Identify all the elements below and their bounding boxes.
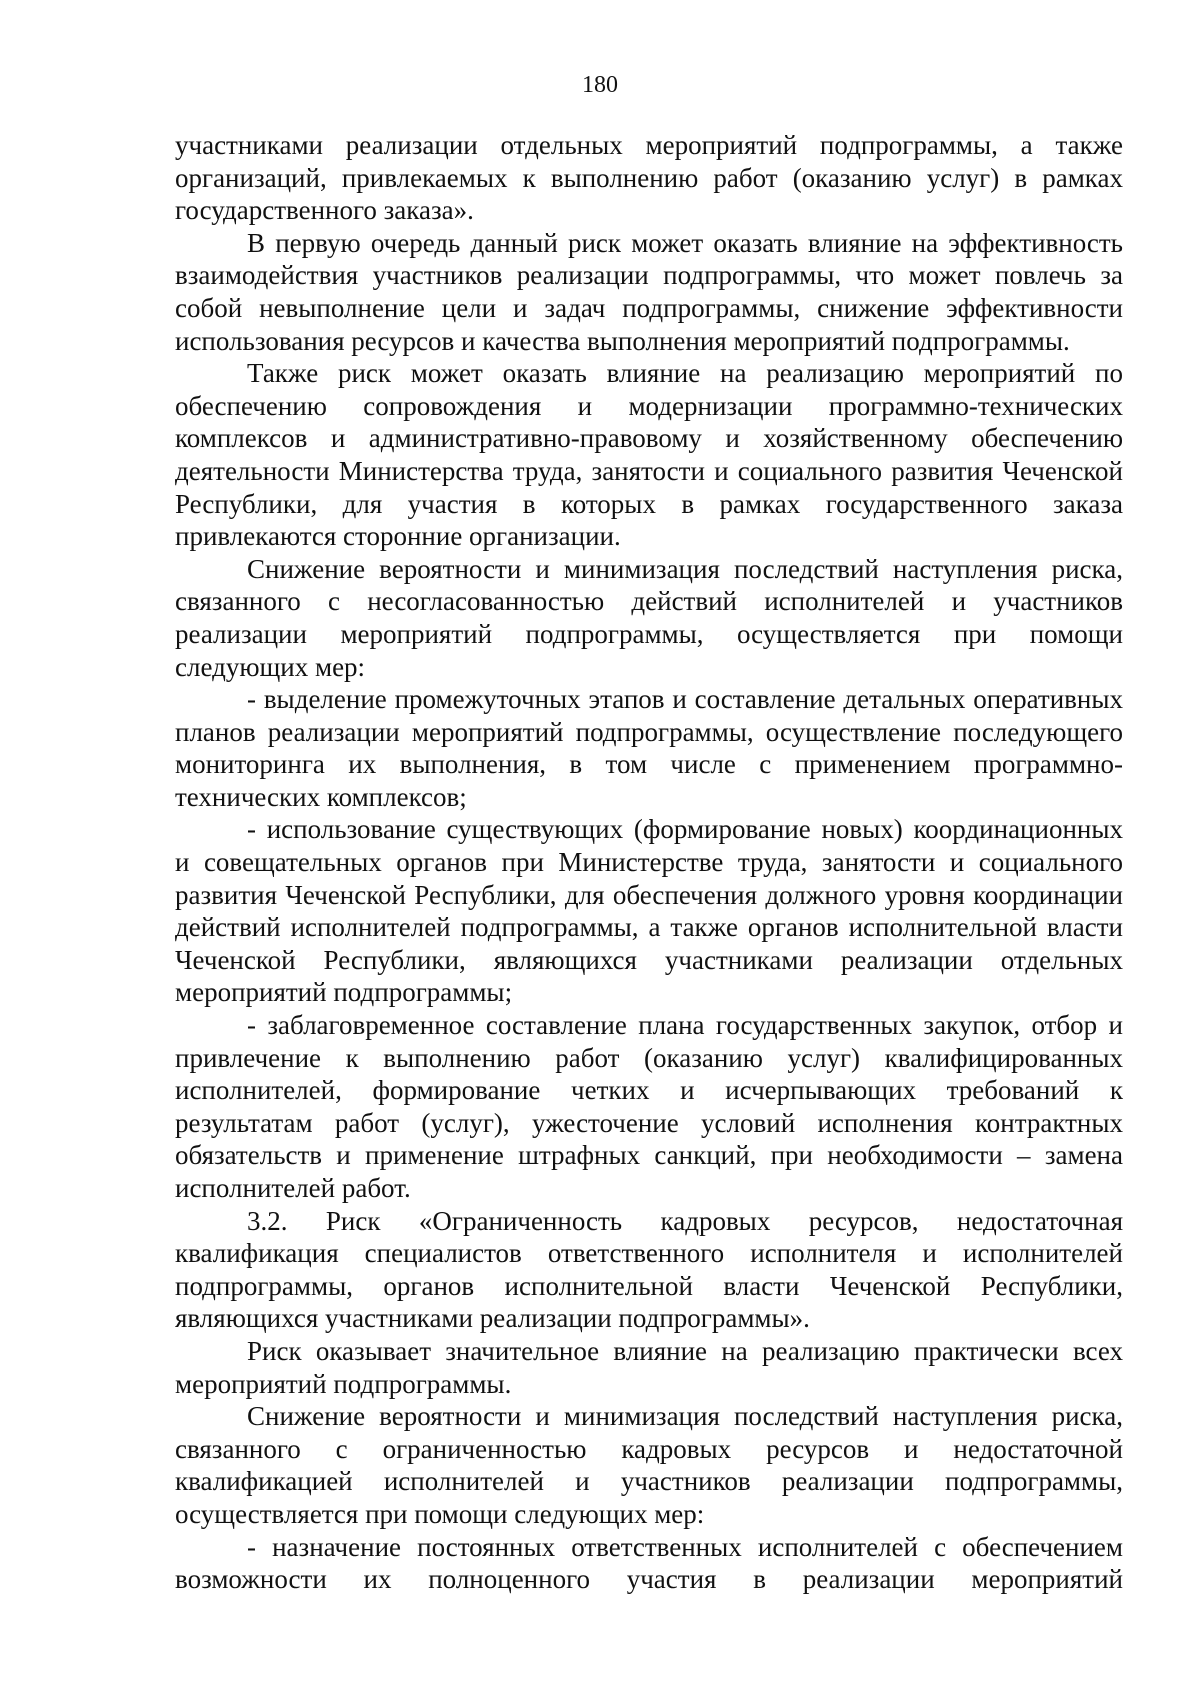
paragraph-risk-3-2-mitigation-intro: Снижение вероятности и минимизация последствий наступления риска, связанного с ограниченностью кадровых ресурсов и недостаточной квалификацией исполнителей и участников реализации подпрограммы, осуществляется при помощи следующих мер: [175,1401,1123,1529]
list-item-coordination-bodies: - использование существующих (формирование новых) координационных и совещательных органов при Министерстве труда, занятости и социального развития Чеченской Республики, для обеспечения должного уровня координации действий исполнителей подпрограммы, а также органов исполнительной власти Чеченской Республики, являющихся участниками реализации отдельных мероприятий подпрограммы; [175,814,1123,1008]
list-item-procurement-plan: - заблаговременное составление плана государственных закупок, отбор и привлечение к выполнению работ (оказанию услуг) квалифицированных исполнителей, формирование четких и исчерпывающих требований к результатам работ (услуг), ужесточение условий исполнения контрактных обязательств и применение штрафных санкций, при необходимости – замена исполнителей работ. [175,1010,1123,1203]
page-number: 180 [582,72,618,98]
list-item-permanent-executors: - назначение постоянных ответственных исполнителей с обеспечением возможности их полноценного участия в реализации мероприятий [175,1531,1123,1595]
paragraph-risk-3-2: 3.2. Риск «Ограниченность кадровых ресурсов, недостаточная квалификация специалистов ответственного исполнителя и исполнителей подпрограммы, органов исполнительной власти Чеченской Республики, являющихся участниками реализации подпрограммы». [175,1205,1123,1334]
paragraph-risk-mitigation-intro: Снижение вероятности и минимизация последствий наступления риска, связанного с несогласованностью действий исполнителей и участников реализации мероприятий подпрограммы, осуществляется при помощи следующих мер: [175,553,1123,682]
paragraph-risk-3-2-influence: Риск оказывает значительное влияние на реализацию практически всех мероприятий подпрограммы. [175,1335,1123,1399]
document-body [175,129,1123,1596]
list-item-intermediate-stages: - выделение промежуточных этапов и составление детальных оперативных планов реализации мероприятий подпрограммы, осуществление последующего мониторинга их выполнения, в том числе с применением программно-технических комплексов; [175,684,1123,812]
paragraph-continuation: участниками реализации отдельных мероприятий подпрограммы, а также организаций, привлекаемых к выполнению работ (оказанию услуг) в рамках государственного заказа». [175,130,1123,226]
paragraph-risk-influence: В первую очередь данный риск может оказать влияние на эффективность взаимодействия участников реализации подпрограммы, что может повлечь за собой невыполнение цели и задач подпрограммы, снижение эффективности использования ресурсов и качества выполнения мероприятий подпрограммы. [175,227,1123,356]
paragraph-risk-influence-support: Также риск может оказать влияние на реализацию мероприятий по обеспечению сопровождения и модернизации программно-технических комплексов и административно-правовому и хозяйственному обеспечению деятельности Министерства труда, занятости и социального развития Чеченской Республики, для участия в которых в рамках государственного заказа привлекаются сторонние организации. [175,358,1123,552]
